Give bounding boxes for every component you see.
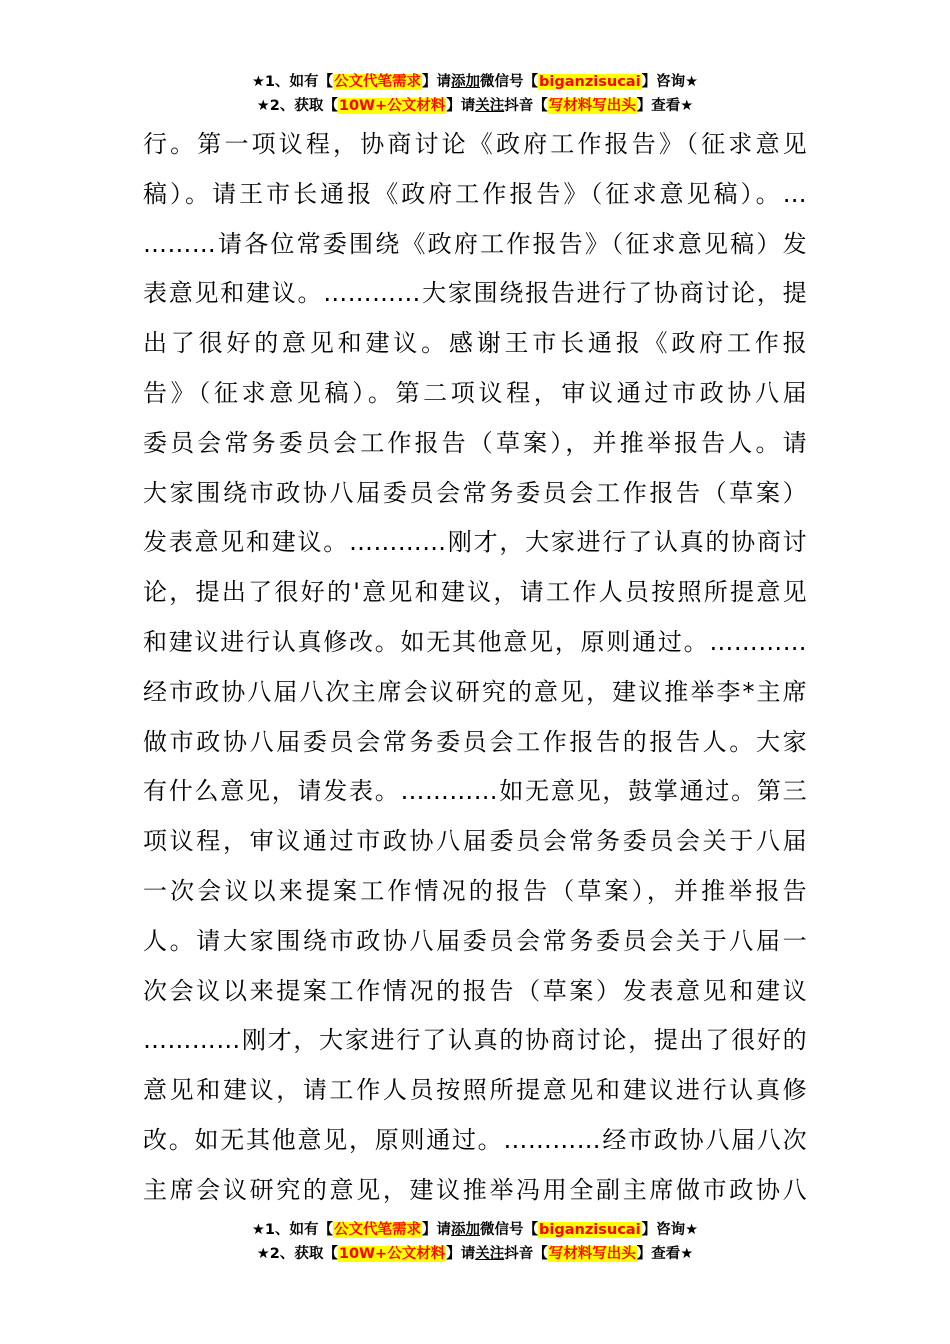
- footer-line-1-mid: 】请: [422, 1222, 452, 1238]
- body-line: 行。第一项议程，协商讨论《政府工作报告》（征求意见: [143, 130, 807, 158]
- body-line: 项议程，审议通过市政协八届委员会常务委员会关于八届: [143, 827, 807, 856]
- banner-line-1: [0, 70, 950, 94]
- body-line: 稿）。请王市长通报《政府工作报告》（征求意见稿）。…: [143, 179, 807, 208]
- footer-line-1-suffix: 】咨询★: [641, 1222, 699, 1238]
- banner-line-2-prefix: ★2、获取【: [256, 98, 338, 114]
- body-line: 论，提出了很好的'意见和建议，请工作人员按照所提意见: [143, 578, 807, 607]
- banner-line-2-mid: 】请: [446, 98, 476, 114]
- body-line: 主席会议研究的意见，建议推举冯用全副主席做市政协八: [143, 1175, 807, 1204]
- body-line: 有什么意见，请发表。…………如无意见，鼓掌通过。第三: [143, 777, 807, 806]
- body-line: …………刚才，大家进行了认真的协商讨论，提出了很好的: [143, 1026, 807, 1055]
- body-line: 发表意见和建议。…………刚才，大家进行了认真的协商讨: [143, 528, 807, 557]
- footer-douyin-account: 写材料写出头: [548, 1246, 636, 1262]
- body-line: 经市政协八届八次主席会议研究的意见，建议推举李*主席: [143, 677, 807, 706]
- body-line: 和建议进行认真修改。如无其他意见，原则通过。…………: [143, 627, 807, 656]
- footer-line-1-mid2: 微信号【: [480, 1222, 539, 1238]
- banner-line-2-suffix: 】查看★: [636, 98, 694, 114]
- banner-highlight-materials: 10W+公文材料: [338, 98, 446, 114]
- footer-banner: [0, 1218, 950, 1266]
- banner-line-1-mid: 】请: [422, 74, 452, 90]
- footer-wechat-id: biganzisucai: [539, 1222, 641, 1238]
- footer-line-2-mid2: 抖音【: [504, 1246, 548, 1262]
- banner-emphasis-follow: 关注: [475, 98, 505, 114]
- banner-line-1-mid2: 微信号【: [480, 74, 539, 90]
- body-line: 大家围绕市政协八届委员会常务委员会工作报告（草案）: [143, 478, 807, 507]
- footer-line-1-prefix: ★1、如有【: [251, 1222, 334, 1238]
- body-line: 出了很好的意见和建议。感谢王市长通报《政府工作报: [143, 329, 807, 358]
- banner-douyin-account: 写材料写出头: [548, 98, 636, 114]
- body-line: 表意见和建议。…………大家围绕报告进行了协商讨论，提: [143, 279, 807, 308]
- body-line: 一次会议以来提案工作情况的报告（草案），并推举报告: [143, 876, 807, 905]
- body-line: 人。请大家围绕市政协八届委员会常务委员会关于八届一: [143, 926, 807, 955]
- banner-line-2-mid2: 抖音【: [504, 98, 548, 114]
- header-banner: [0, 70, 950, 118]
- footer-line-1: [0, 1218, 950, 1242]
- body-line: 委员会常务委员会工作报告（草案），并推举报告人。请: [143, 428, 807, 457]
- banner-line-1-prefix: ★1、如有【: [251, 74, 334, 90]
- footer-line-2-mid: 】请: [446, 1246, 476, 1262]
- body-line: 次会议以来提案工作情况的报告（草案）发表意见和建议: [143, 976, 807, 1005]
- footer-highlight-service: 公文代笔需求: [334, 1222, 422, 1238]
- body-line: 做市政协八届委员会常务委员会工作报告的报告人。大家: [143, 727, 807, 756]
- body-line: 意见和建议，请工作人员按照所提意见和建议进行认真修: [143, 1076, 807, 1105]
- body-line: 告》（征求意见稿）。第二项议程，审议通过市政协八届: [143, 378, 807, 407]
- body-line: 改。如无其他意见，原则通过。…………经市政协八届八次: [143, 1125, 807, 1154]
- footer-line-2-suffix: 】查看★: [636, 1246, 694, 1262]
- banner-line-2: [0, 94, 950, 118]
- footer-line-2: [0, 1242, 950, 1266]
- footer-emphasis-add: 添加: [451, 1222, 481, 1238]
- banner-line-1-suffix: 】咨询★: [641, 74, 699, 90]
- footer-line-2-prefix: ★2、获取【: [256, 1246, 338, 1262]
- footer-emphasis-follow: 关注: [475, 1246, 505, 1262]
- body-line: ………请各位常委围绕《政府工作报告》（征求意见稿）发: [143, 229, 807, 258]
- document-body: [143, 120, 807, 1216]
- banner-emphasis-add: 添加: [451, 74, 481, 90]
- banner-highlight-service: 公文代笔需求: [334, 74, 422, 90]
- footer-highlight-materials: 10W+公文材料: [338, 1246, 446, 1262]
- banner-wechat-id: biganzisucai: [539, 74, 641, 90]
